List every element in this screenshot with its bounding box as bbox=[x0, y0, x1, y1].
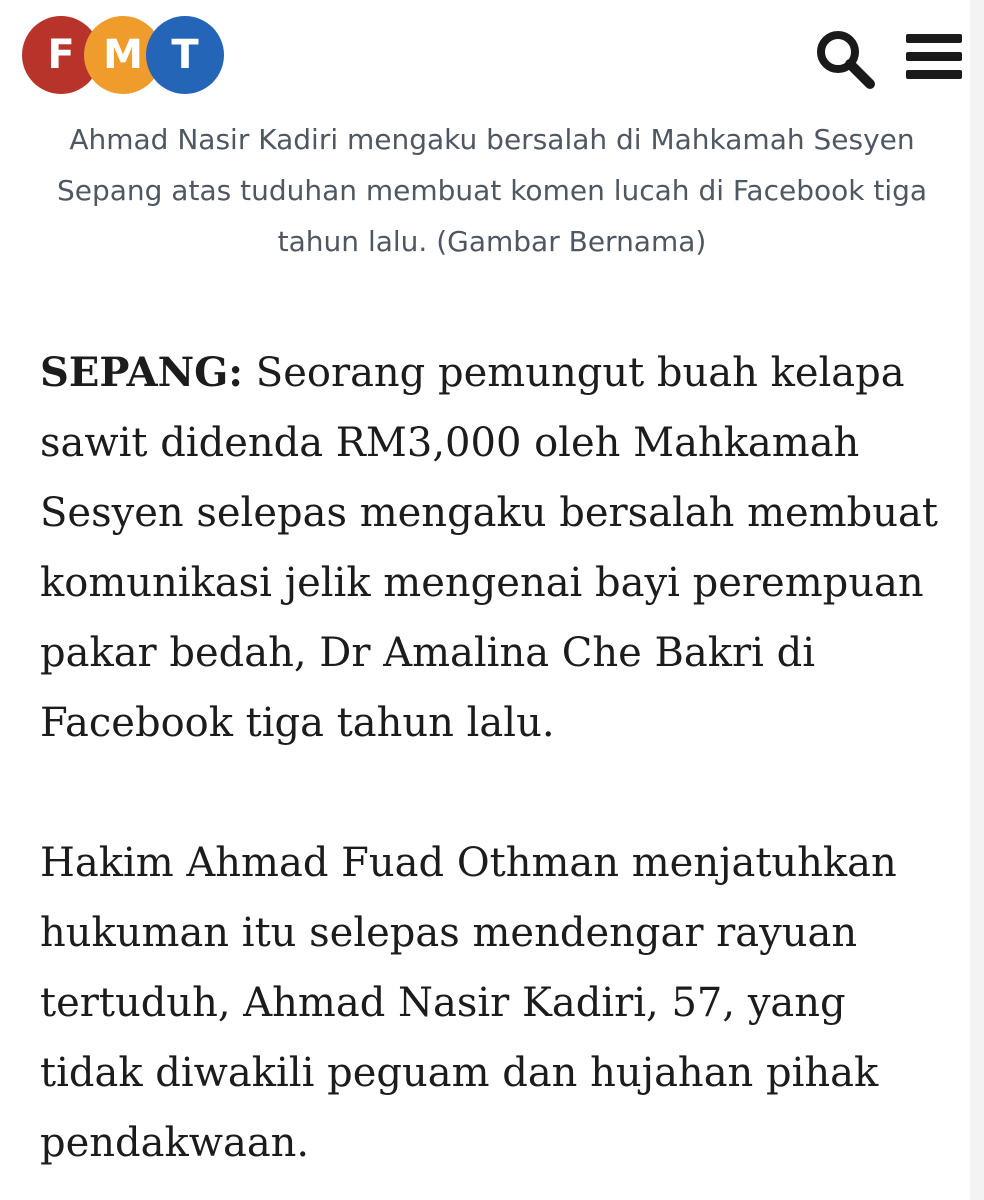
site-header bbox=[0, 0, 984, 112]
logo-letter-m: M bbox=[84, 16, 162, 94]
fmt-logo[interactable] bbox=[22, 16, 222, 100]
article-paragraph bbox=[40, 338, 950, 758]
hamburger-menu-icon-bar bbox=[906, 52, 962, 61]
paragraph-text: Seorang pemungut buah kelapa sawit didenda RM3,000 oleh Mahkamah Sesyen selepas mengaku bersalah membuat komunikasi jelik mengenai bayi perempuan pakar bedah, Dr Amalina Che Bakri di Facebook tiga tahun lalu. bbox=[40, 350, 938, 746]
search-icon bbox=[812, 26, 876, 90]
search-button[interactable] bbox=[812, 26, 876, 90]
article-body bbox=[40, 338, 950, 1178]
dateline: SEPANG: bbox=[40, 349, 244, 396]
menu-button[interactable] bbox=[906, 30, 962, 86]
logo-letter-f: F bbox=[22, 16, 100, 94]
article-paragraph: Hakim Ahmad Fuad Othman menjatuhkan hukuman itu selepas mendengar rayuan tertuduh, Ahmad Nasir Kadiri, 57, yang tidak diwakili peguam dan hujahan pihak pendakwaan. bbox=[40, 840, 897, 1166]
image-caption: Ahmad Nasir Kadiri mengaku bersalah di Mahkamah Sesyen Sepang atas tuduhan membuat komen lucah di Facebook tiga tahun lalu. (Gambar Bernama) bbox=[56, 123, 928, 258]
scroll-edge bbox=[970, 0, 984, 1200]
hamburger-menu-icon-bar bbox=[906, 70, 962, 79]
logo-letter-t: T bbox=[146, 16, 224, 94]
hamburger-menu-icon bbox=[906, 34, 962, 43]
